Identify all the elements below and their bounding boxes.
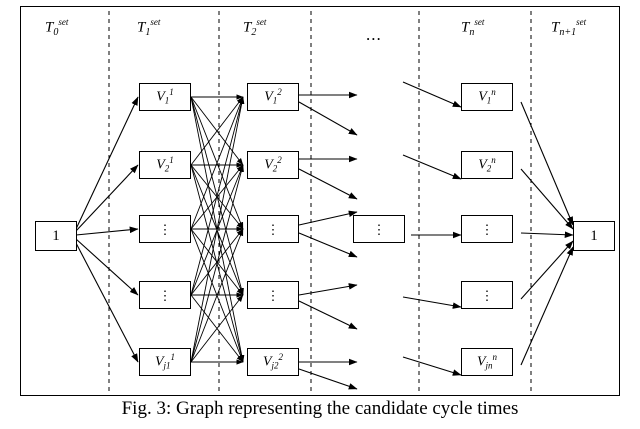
node-vj1-1 xyxy=(139,348,191,376)
node-v2-2 xyxy=(247,151,299,179)
node-label: $V_1^2$ xyxy=(264,87,282,106)
node-coln-dots-2 xyxy=(461,281,513,309)
node-col2-dots-2 xyxy=(247,281,299,309)
node-label: ⋮ xyxy=(480,221,494,237)
edges-source-to-col1 xyxy=(76,97,138,362)
node-v1-n xyxy=(461,83,513,111)
node-middle-dots xyxy=(353,215,405,243)
node-v2-n xyxy=(461,151,513,179)
column-divider xyxy=(109,11,531,393)
node-label: $V_{j2}^2$ xyxy=(262,352,284,371)
node-source-label: 1 xyxy=(52,227,60,244)
node-label: $V_{jn}^n$ xyxy=(476,352,498,371)
node-col2-dots-1 xyxy=(247,215,299,243)
edges-col2-outgoing xyxy=(299,95,357,389)
edges-col1-to-col2 xyxy=(191,97,243,362)
node-v1-1 xyxy=(139,83,191,111)
node-label: $V_2^n$ xyxy=(478,155,496,174)
figure-frame xyxy=(20,6,620,396)
column-label-ellipsis: ... xyxy=(366,25,382,44)
column-label-t2: $T_2^{set}$ xyxy=(243,17,267,38)
node-sink xyxy=(573,221,615,251)
node-vj2-2 xyxy=(247,348,299,376)
node-source xyxy=(35,221,77,251)
edges-middle-to-coln xyxy=(403,82,461,375)
node-label: ⋮ xyxy=(266,287,280,303)
node-label: $V_2^1$ xyxy=(156,155,174,174)
node-label: $V_2^2$ xyxy=(264,155,282,174)
node-coln-dots-1 xyxy=(461,215,513,243)
edges-coln-to-sink xyxy=(521,102,573,365)
node-label: ⋮ xyxy=(158,287,172,303)
node-label: $V_1^n$ xyxy=(478,87,496,106)
node-col1-dots-2 xyxy=(139,281,191,309)
figure-caption: Fig. 3: Graph representing the candidate cycle times xyxy=(121,398,519,419)
node-col1-dots-1 xyxy=(139,215,191,243)
node-v2-1 xyxy=(139,151,191,179)
column-label-tn1: $T_{n+1}^{set}$ xyxy=(551,17,587,38)
node-label: ⋮ xyxy=(158,221,172,237)
column-label-t1: $T_1^{set}$ xyxy=(137,17,161,38)
graph-edges xyxy=(21,7,621,397)
node-sink-label: 1 xyxy=(590,227,598,244)
node-label: ⋮ xyxy=(372,221,386,237)
node-label: $V_{j1}^1$ xyxy=(154,352,176,371)
node-v1-2 xyxy=(247,83,299,111)
node-label: $V_1^1$ xyxy=(156,87,174,106)
column-label-t0: $T_0^{set}$ xyxy=(45,17,69,38)
node-vjn-n xyxy=(461,348,513,376)
column-label-tn: $T_n^{set}$ xyxy=(461,17,485,38)
node-label: ⋮ xyxy=(480,287,494,303)
node-label: ⋮ xyxy=(266,221,280,237)
